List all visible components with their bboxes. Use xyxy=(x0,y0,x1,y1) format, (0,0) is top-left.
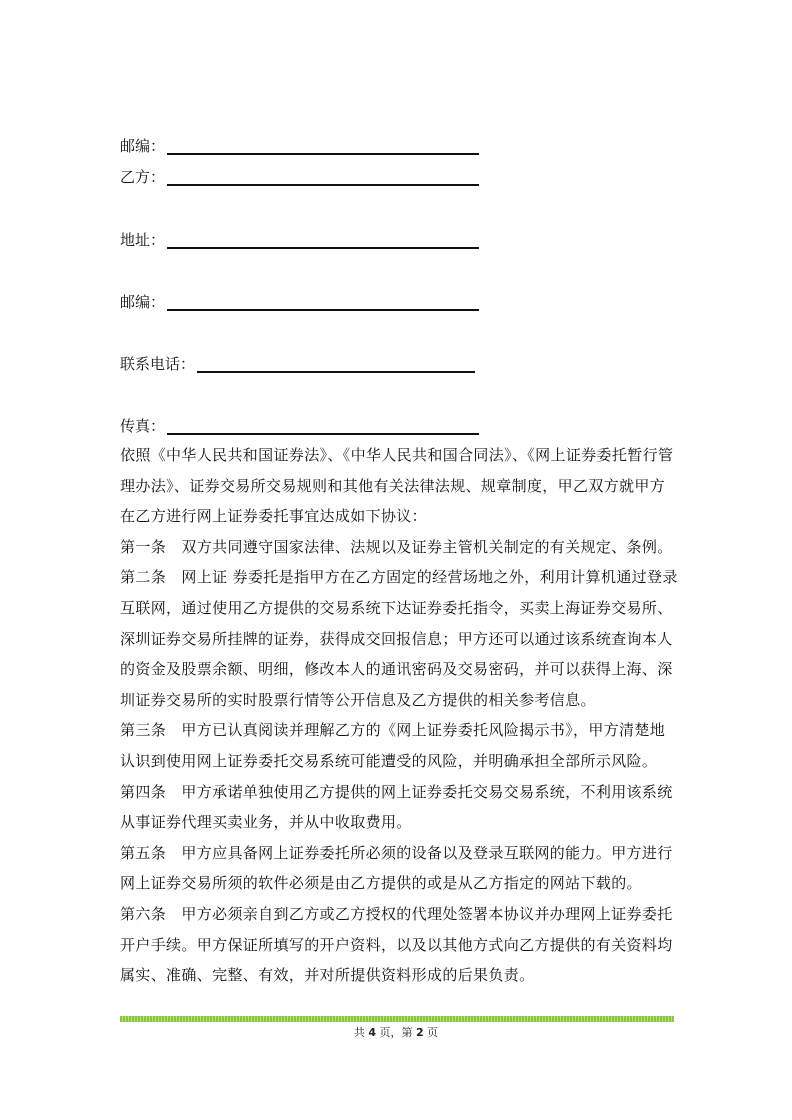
article-4: 第四条 甲方承诺单独使用乙方提供的网上证券委托交易交易系统，不利用该系统从事证券代理买卖业务，并从中收取费用。 xyxy=(120,782,673,832)
postcode-blank-b xyxy=(167,293,479,311)
party-b-field xyxy=(120,162,479,186)
address-label: 地址： xyxy=(120,231,166,249)
footer-divider xyxy=(120,1016,674,1022)
address-field xyxy=(120,225,479,249)
fax-field xyxy=(120,411,479,435)
page-number-middle: 页，第 xyxy=(379,1026,413,1039)
agreement-body xyxy=(120,440,680,991)
article-2: 第二条 网上证 券委托是指甲方在乙方固定的经营场地之外，利用计算机通过登录互联网，通过使用乙方提供的交易系统下达证券委托指令，买卖上海证券交易所、深圳证券交易所挂牌的证券，获得成交回报信息；甲方还可以通过该系统查询本人的资金及股票余额、明细，修改本人的通讯密码及交易密码，并可以获得上海、深圳证券交易所的实时股票行情等公开信息及乙方提供的相关参考信息。 xyxy=(120,568,678,709)
article-3: 第三条 甲方已认真阅读并理解乙方的《网上证券委托风险揭示书》，甲方清楚地认识到使用网上证券委托交易系统可能遭受的风险，并明确承担全部所示风险。 xyxy=(120,721,666,770)
postcode-blank-a xyxy=(167,137,479,155)
party-b-blank xyxy=(167,168,479,186)
page-total: 4 xyxy=(368,1026,376,1039)
address-blank xyxy=(167,231,479,249)
postcode-label-a: 邮编： xyxy=(120,137,166,155)
page-number-prefix: 共 xyxy=(353,1026,365,1039)
article-1: 第一条 双方共同遵守国家法律、法规以及证券主管机关制定的有关规定、条例。 xyxy=(120,537,673,556)
phone-label: 联系电话： xyxy=(120,355,196,373)
article-5: 第五条 甲方应具备网上证券委托所必须的设备以及登录互联网的能力。甲方进行网上证券交易所须的软件必须是由乙方提供的或是从乙方指定的网站下载的。 xyxy=(120,843,673,893)
postcode-label-b: 邮编： xyxy=(120,293,166,311)
page-current: 2 xyxy=(416,1026,424,1039)
postcode-field-a xyxy=(120,131,479,155)
page-number xyxy=(0,1026,792,1040)
postcode-field-b xyxy=(120,287,479,311)
phone-blank xyxy=(197,355,475,373)
page-number-suffix: 页 xyxy=(427,1026,439,1039)
party-b-label: 乙方： xyxy=(120,168,166,186)
fax-label: 传真： xyxy=(120,417,166,435)
phone-field xyxy=(120,349,475,373)
fax-blank xyxy=(167,417,479,435)
article-6: 第六条 甲方必须亲自到乙方或乙方授权的代理处签署本协议并办理网上证券委托开户手续。甲方保证所填写的开户资料，以及以其他方式向乙方提供的有关资料均属实、准确、完整、有效，并对所提供资料形成的后果负责。 xyxy=(120,904,673,985)
preamble-paragraph: 依照《中华人民共和国证券法》、《中华人民共和国合同法》、《网上证券委托暂行管理办法》、证券交易所交易规则和其他有关法律法规、规章制度，甲乙双方就甲方在乙方进行网上证券委托事宜达成如下协议： xyxy=(120,446,674,526)
